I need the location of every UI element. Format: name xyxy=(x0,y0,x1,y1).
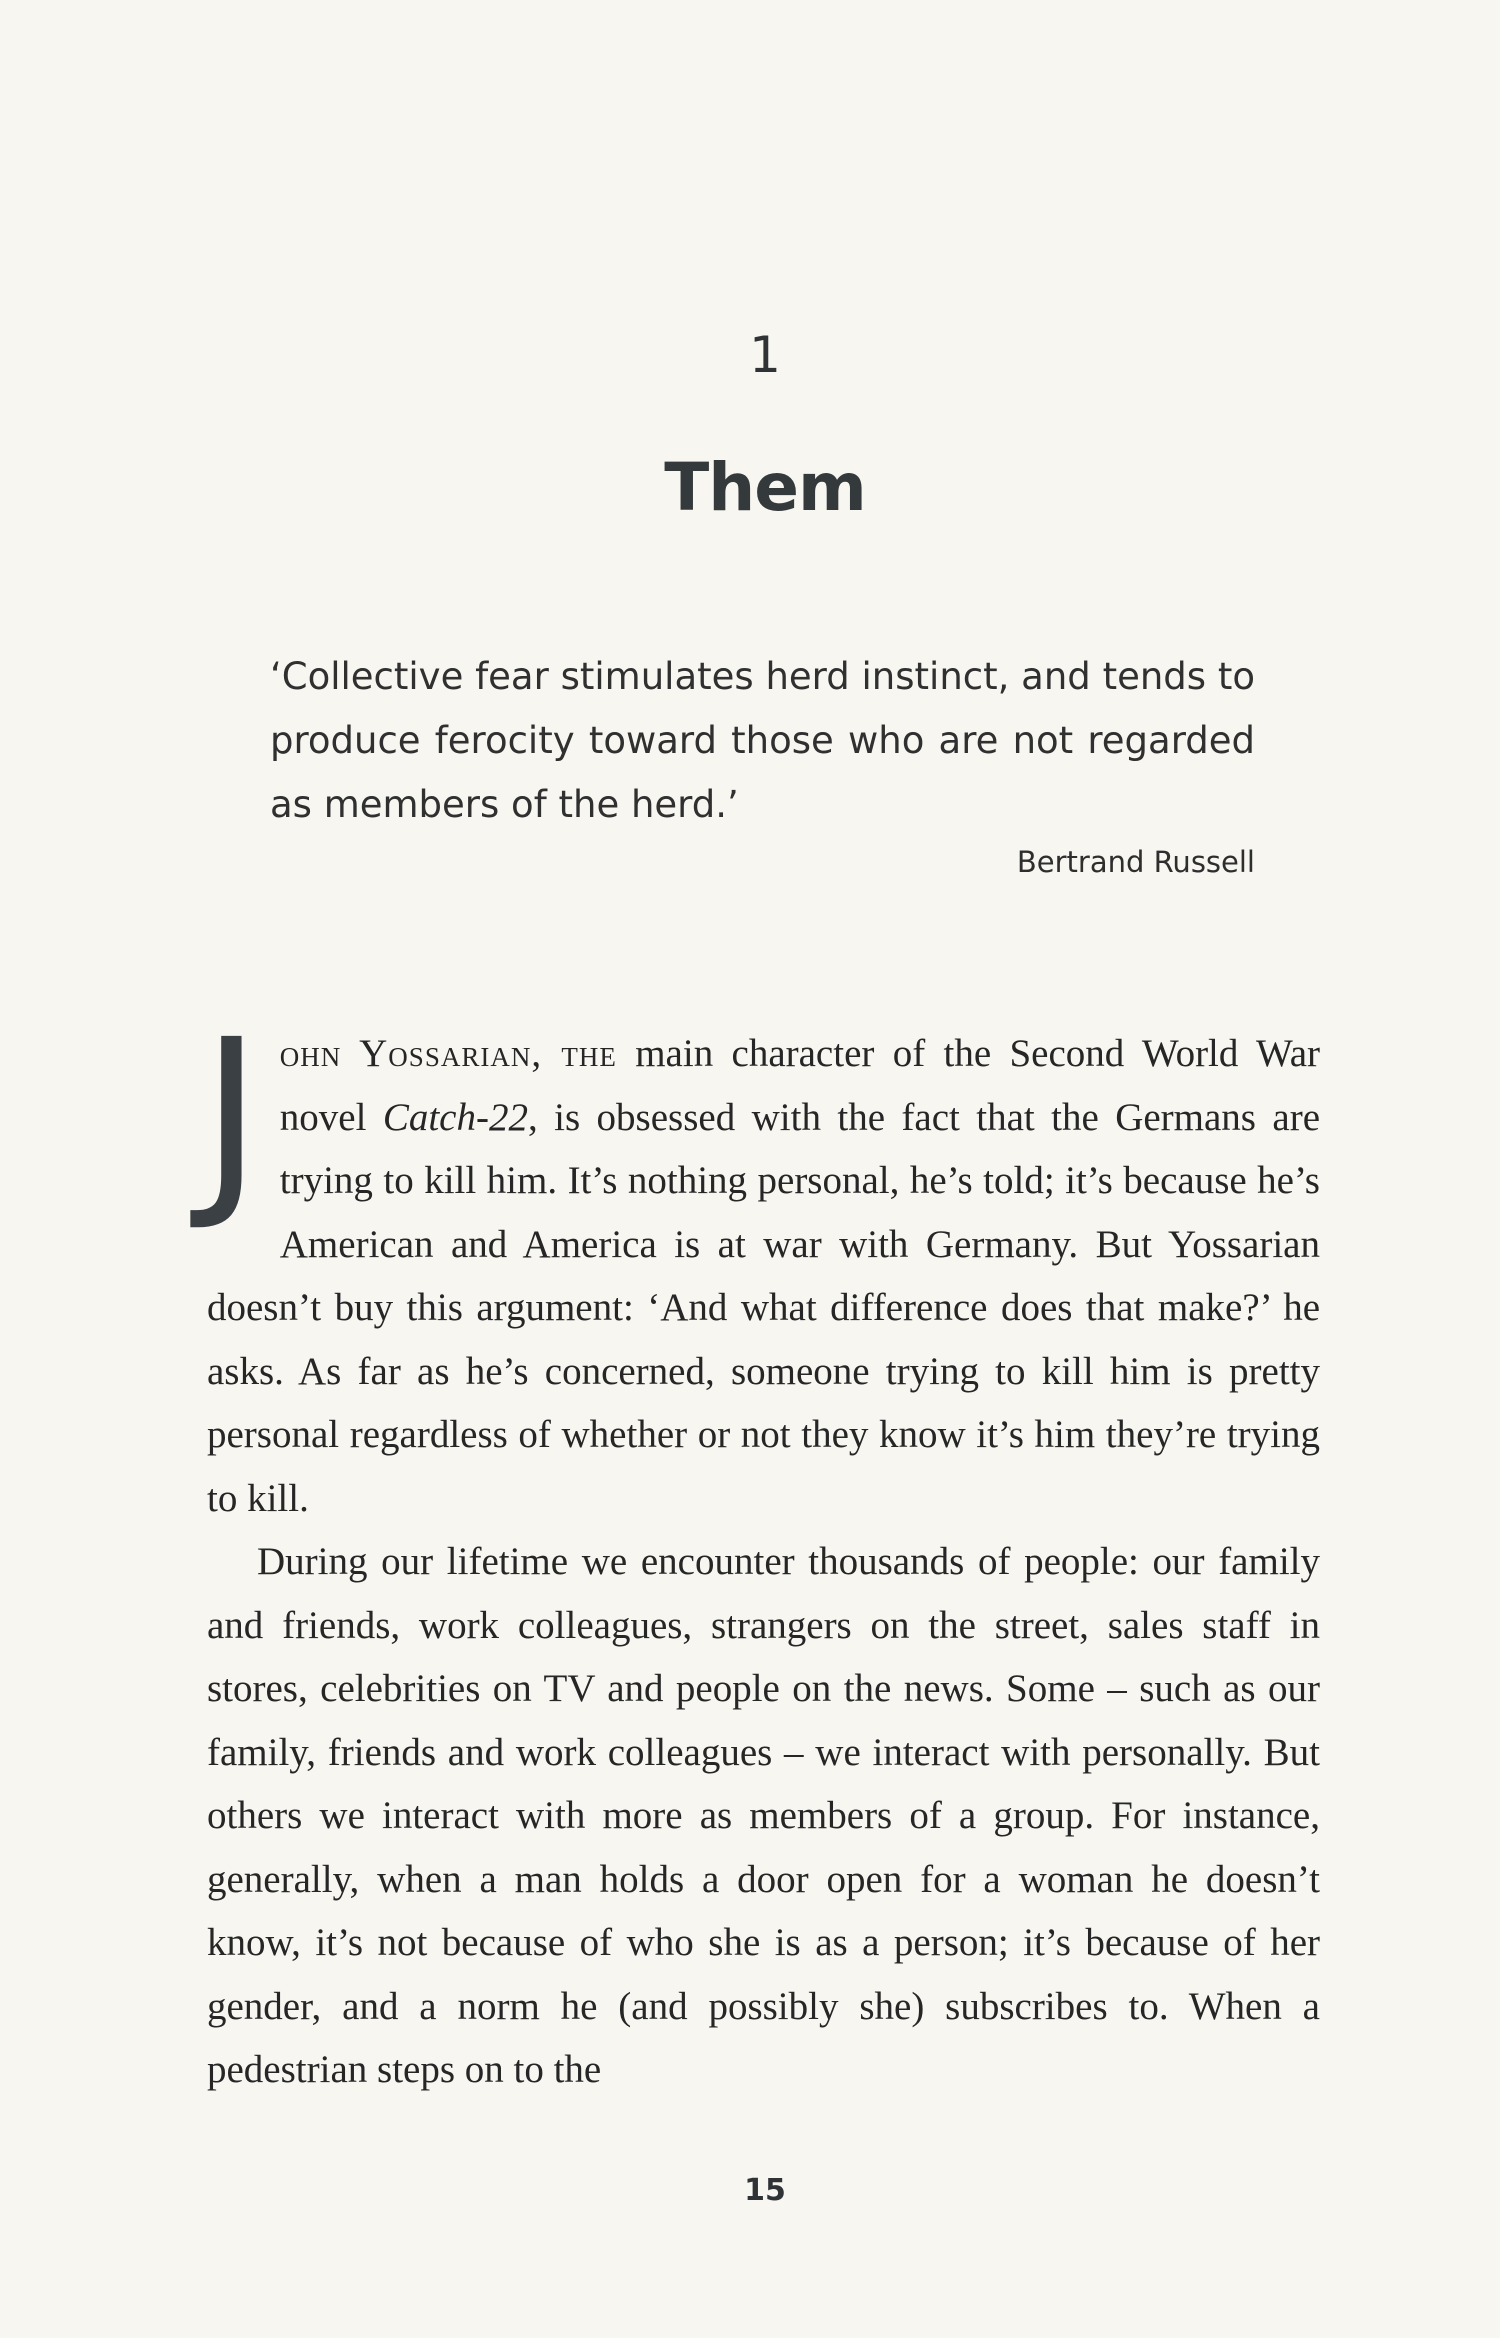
opening-small-caps: ohn Yossarian, the xyxy=(279,1032,617,1075)
book-title: Catch-22 xyxy=(382,1095,528,1139)
chapter-title: Them xyxy=(664,449,866,526)
page-number: 15 xyxy=(744,2173,786,2208)
chapter-number: 1 xyxy=(749,326,781,384)
epigraph-quote: ‘Collective fear stimulates herd instinct, and tends to produce ferocity toward those who are not regarded as members of the herd.’ xyxy=(270,655,1255,826)
body-paragraph-2: During our lifetime we encounter thousands of people: our family and friends, work colleagues, strangers on the street, sales staff in stores, celebrities on TV and people on the news. Some – such as our family, friends and work colleagues – we interact with personally. But others we interact with more as members of a group. For instance, generally, when a man holds a door open for a woman he doesn’t know, it’s not because of who she is as a person; it’s because of her gender, and a norm he (and possibly she) subscribes to. When a pedestrian steps on to the xyxy=(207,1540,1320,2091)
drop-cap: J xyxy=(201,995,262,1235)
paragraph-1-text-b: , is obsessed with the fact that the Germans are trying to kill him. It’s nothing personal, he’s told; it’s because he’s American and America is at war with Germany. But Yossarian doesn’t buy this argument: ‘And what difference does that make?’ he asks. As far as he’s concerned, someone trying to kill him is pretty personal regardless of whether or not they know it’s him they’re trying to kill. xyxy=(207,1095,1320,1520)
paragraph-1-text-a: main character of the Second World War novel xyxy=(279,1032,1320,1139)
chapter-body xyxy=(201,995,1320,2102)
body-paragraph-1 xyxy=(201,995,1320,1530)
epigraph-attribution: Bertrand Russell xyxy=(1016,845,1255,879)
